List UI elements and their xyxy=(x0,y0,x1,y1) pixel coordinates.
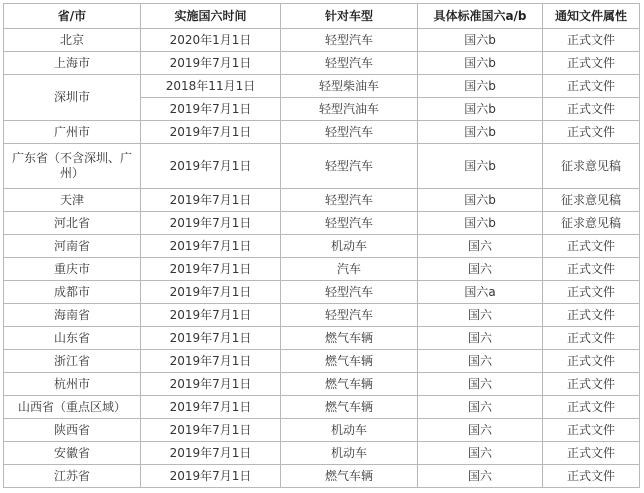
cell-vehicle: 机动车 xyxy=(281,442,418,465)
table-row xyxy=(4,442,640,465)
cell-standard: 国六 xyxy=(418,419,543,442)
table-row xyxy=(4,235,640,258)
cell-standard: 国六b xyxy=(418,144,543,189)
cell-standard: 国六a xyxy=(418,281,543,304)
table-row xyxy=(4,258,640,281)
cell-status: 正式文件 xyxy=(543,281,640,304)
cell-date: 2019年7月1日 xyxy=(141,327,281,350)
cell-date: 2019年7月1日 xyxy=(141,189,281,212)
header-region: 省/市 xyxy=(4,4,141,29)
cell-status: 正式文件 xyxy=(543,373,640,396)
cell-region: 江苏省 xyxy=(4,465,141,488)
cell-vehicle: 轻型汽车 xyxy=(281,189,418,212)
cell-vehicle: 燃气车辆 xyxy=(281,327,418,350)
table-row xyxy=(4,419,640,442)
cell-region: 浙江省 xyxy=(4,350,141,373)
cell-status: 正式文件 xyxy=(543,258,640,281)
cell-vehicle: 燃气车辆 xyxy=(281,350,418,373)
cell-status: 征求意见稿 xyxy=(543,144,640,189)
cell-date: 2019年7月1日 xyxy=(141,121,281,144)
cell-region: 广州市 xyxy=(4,121,141,144)
cell-standard: 国六 xyxy=(418,442,543,465)
table-row xyxy=(4,189,640,212)
table-row xyxy=(4,396,640,419)
table-row xyxy=(4,465,640,488)
cell-region: 山东省 xyxy=(4,327,141,350)
cell-date: 2019年7月1日 xyxy=(141,235,281,258)
table-row xyxy=(4,327,640,350)
cell-vehicle: 轻型汽车 xyxy=(281,281,418,304)
cell-status: 正式文件 xyxy=(543,29,640,52)
cell-date: 2019年7月1日 xyxy=(141,281,281,304)
cell-date: 2019年7月1日 xyxy=(141,98,281,121)
table-header-row xyxy=(4,4,640,29)
cell-date: 2020年1月1日 xyxy=(141,29,281,52)
cell-date: 2019年7月1日 xyxy=(141,396,281,419)
emission-standards-table xyxy=(3,3,640,488)
cell-status: 正式文件 xyxy=(543,235,640,258)
table-row xyxy=(4,75,640,98)
cell-status: 正式文件 xyxy=(543,52,640,75)
cell-standard: 国六 xyxy=(418,465,543,488)
cell-date: 2019年7月1日 xyxy=(141,304,281,327)
cell-status: 正式文件 xyxy=(543,75,640,98)
cell-status: 正式文件 xyxy=(543,350,640,373)
cell-region: 河北省 xyxy=(4,212,141,235)
table-row xyxy=(4,304,640,327)
cell-status: 正式文件 xyxy=(543,327,640,350)
cell-region: 成都市 xyxy=(4,281,141,304)
cell-standard: 国六b xyxy=(418,212,543,235)
table-row xyxy=(4,121,640,144)
table-row xyxy=(4,29,640,52)
cell-standard: 国六 xyxy=(418,304,543,327)
cell-vehicle: 轻型汽车 xyxy=(281,52,418,75)
cell-region: 海南省 xyxy=(4,304,141,327)
cell-date: 2019年7月1日 xyxy=(141,442,281,465)
cell-vehicle: 轻型汽车 xyxy=(281,121,418,144)
cell-standard: 国六 xyxy=(418,396,543,419)
cell-standard: 国六b xyxy=(418,98,543,121)
cell-vehicle: 燃气车辆 xyxy=(281,373,418,396)
cell-vehicle: 轻型汽油车 xyxy=(281,98,418,121)
cell-status: 正式文件 xyxy=(543,419,640,442)
cell-vehicle: 轻型汽车 xyxy=(281,304,418,327)
cell-standard: 国六 xyxy=(418,258,543,281)
header-date: 实施国六时间 xyxy=(141,4,281,29)
cell-vehicle: 轻型柴油车 xyxy=(281,75,418,98)
cell-vehicle: 机动车 xyxy=(281,235,418,258)
table-row xyxy=(4,281,640,304)
cell-date: 2019年7月1日 xyxy=(141,52,281,75)
table-row xyxy=(4,52,640,75)
cell-vehicle: 机动车 xyxy=(281,419,418,442)
cell-date: 2019年7月1日 xyxy=(141,144,281,189)
cell-status: 正式文件 xyxy=(543,98,640,121)
cell-status: 正式文件 xyxy=(543,442,640,465)
cell-region: 陕西省 xyxy=(4,419,141,442)
cell-region: 河南省 xyxy=(4,235,141,258)
cell-standard: 国六b xyxy=(418,189,543,212)
cell-region: 北京 xyxy=(4,29,141,52)
header-standard: 具体标准国六a/b xyxy=(418,4,543,29)
header-vehicle-type: 针对车型 xyxy=(281,4,418,29)
cell-date: 2019年7月1日 xyxy=(141,258,281,281)
cell-region: 广东省（不含深圳、广州） xyxy=(4,144,141,189)
cell-status: 征求意见稿 xyxy=(543,189,640,212)
cell-vehicle: 轻型汽车 xyxy=(281,212,418,235)
cell-standard: 国六b xyxy=(418,52,543,75)
cell-standard: 国六b xyxy=(418,29,543,52)
cell-standard: 国六 xyxy=(418,350,543,373)
cell-vehicle: 燃气车辆 xyxy=(281,465,418,488)
cell-vehicle: 燃气车辆 xyxy=(281,396,418,419)
cell-region: 重庆市 xyxy=(4,258,141,281)
table-row xyxy=(4,350,640,373)
cell-date: 2018年11月1日 xyxy=(141,75,281,98)
cell-region: 安徽省 xyxy=(4,442,141,465)
table-row xyxy=(4,212,640,235)
cell-region: 杭州市 xyxy=(4,373,141,396)
cell-status: 正式文件 xyxy=(543,121,640,144)
cell-date: 2019年7月1日 xyxy=(141,419,281,442)
cell-date: 2019年7月1日 xyxy=(141,212,281,235)
cell-date: 2019年7月1日 xyxy=(141,465,281,488)
cell-standard: 国六 xyxy=(418,235,543,258)
cell-standard: 国六 xyxy=(418,373,543,396)
cell-vehicle: 轻型汽车 xyxy=(281,29,418,52)
cell-status: 正式文件 xyxy=(543,465,640,488)
cell-standard: 国六 xyxy=(418,327,543,350)
header-document-status: 通知文件属性 xyxy=(543,4,640,29)
cell-standard: 国六b xyxy=(418,121,543,144)
cell-status: 征求意见稿 xyxy=(543,212,640,235)
table-row xyxy=(4,144,640,189)
cell-standard: 国六b xyxy=(418,75,543,98)
cell-vehicle: 轻型汽车 xyxy=(281,144,418,189)
cell-status: 正式文件 xyxy=(543,396,640,419)
cell-region: 上海市 xyxy=(4,52,141,75)
cell-date: 2019年7月1日 xyxy=(141,350,281,373)
cell-region: 山西省（重点区域） xyxy=(4,396,141,419)
cell-region: 深圳市 xyxy=(4,75,141,121)
cell-status: 正式文件 xyxy=(543,304,640,327)
table-row xyxy=(4,373,640,396)
cell-region: 天津 xyxy=(4,189,141,212)
cell-vehicle: 汽车 xyxy=(281,258,418,281)
cell-date: 2019年7月1日 xyxy=(141,373,281,396)
